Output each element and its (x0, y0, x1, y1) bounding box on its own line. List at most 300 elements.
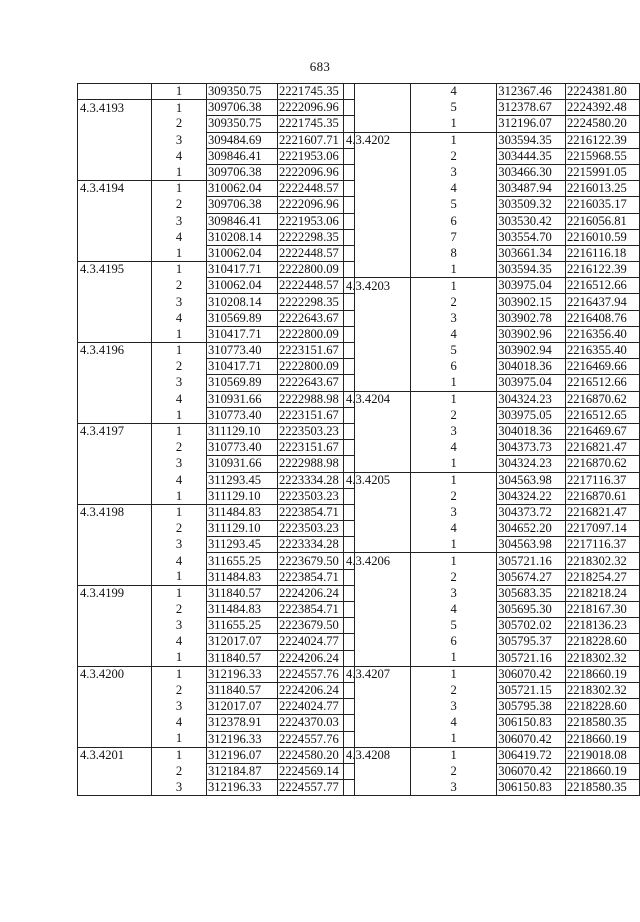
point-index-cell: 3 (152, 537, 207, 553)
parcel-id-cell (344, 197, 411, 213)
point-index-cell: 1 (410, 666, 496, 682)
table-row (344, 278, 640, 294)
table-row (78, 359, 355, 375)
table-row (78, 634, 355, 650)
point-index-cell: 4 (410, 715, 496, 731)
x-coordinate-cell: 306070.42 (497, 731, 566, 747)
point-index-cell: 2 (152, 197, 207, 213)
point-index-cell: 3 (152, 456, 207, 472)
y-coordinate-cell: 2223503.23 (278, 488, 355, 504)
parcel-id-cell (78, 472, 152, 488)
x-coordinate-cell: 310417.71 (207, 262, 278, 278)
y-coordinate-cell: 2223151.67 (278, 343, 355, 359)
y-coordinate-cell: 2222643.67 (278, 310, 355, 326)
parcel-id-cell: 4.3.4207 (344, 666, 411, 682)
x-coordinate-cell: 310062.04 (207, 245, 278, 261)
table-row (344, 472, 640, 488)
point-index-cell: 4 (152, 715, 207, 731)
y-coordinate-cell: 2224370.03 (278, 715, 355, 731)
coordinates-table-left (77, 83, 355, 796)
y-coordinate-cell: 2224024.77 (278, 634, 355, 650)
y-coordinate-cell: 2218580.35 (565, 780, 639, 796)
x-coordinate-cell: 311129.10 (207, 423, 278, 439)
y-coordinate-cell: 2222096.96 (278, 197, 355, 213)
y-coordinate-cell: 2223151.67 (278, 407, 355, 423)
point-index-cell: 1 (410, 262, 496, 278)
point-index-cell: 4 (410, 84, 496, 100)
table-row (78, 262, 355, 278)
y-coordinate-cell: 2222800.09 (278, 359, 355, 375)
point-index-cell: 1 (152, 245, 207, 261)
table-row (78, 618, 355, 634)
x-coordinate-cell: 304324.23 (497, 391, 566, 407)
point-index-cell: 1 (410, 456, 496, 472)
y-coordinate-cell: 2215968.55 (565, 148, 639, 164)
point-index-cell: 1 (152, 326, 207, 342)
table-row (78, 553, 355, 569)
table-row (344, 359, 640, 375)
y-coordinate-cell: 2221745.35 (278, 116, 355, 132)
table-row (344, 181, 640, 197)
parcel-id-cell (344, 262, 411, 278)
x-coordinate-cell: 306150.83 (497, 780, 566, 796)
y-coordinate-cell: 2223151.67 (278, 440, 355, 456)
y-coordinate-cell: 2223854.71 (278, 569, 355, 585)
x-coordinate-cell: 305721.16 (497, 650, 566, 666)
y-coordinate-cell: 2216512.66 (565, 278, 639, 294)
y-coordinate-cell: 2217097.14 (565, 521, 639, 537)
table-row (78, 294, 355, 310)
x-coordinate-cell: 311129.10 (207, 521, 278, 537)
table-row (344, 116, 640, 132)
parcel-id-cell (78, 731, 152, 747)
point-index-cell: 2 (410, 763, 496, 779)
table-row (344, 326, 640, 342)
x-coordinate-cell: 303902.78 (497, 310, 566, 326)
parcel-id-cell (344, 634, 411, 650)
table-row (344, 585, 640, 601)
x-coordinate-cell: 305674.27 (497, 569, 566, 585)
y-coordinate-cell: 2221953.06 (278, 148, 355, 164)
x-coordinate-cell: 312017.07 (207, 634, 278, 650)
point-index-cell: 4 (410, 440, 496, 456)
y-coordinate-cell: 2218660.19 (565, 666, 639, 682)
table-row (78, 682, 355, 698)
point-index-cell: 2 (152, 763, 207, 779)
point-index-cell: 3 (410, 780, 496, 796)
point-index-cell: 1 (410, 278, 496, 294)
x-coordinate-cell: 311840.57 (207, 650, 278, 666)
x-coordinate-cell: 303594.35 (497, 132, 566, 148)
parcel-id-cell (78, 780, 152, 796)
y-coordinate-cell: 2216056.81 (565, 213, 639, 229)
y-coordinate-cell: 2217116.37 (565, 537, 639, 553)
parcel-id-cell (344, 456, 411, 472)
parcel-id-cell (344, 504, 411, 520)
x-coordinate-cell: 309706.38 (207, 197, 278, 213)
x-coordinate-cell: 311655.25 (207, 553, 278, 569)
parcel-id-cell (78, 326, 152, 342)
x-coordinate-cell: 306070.42 (497, 763, 566, 779)
point-index-cell: 3 (152, 213, 207, 229)
y-coordinate-cell: 2216355.40 (565, 343, 639, 359)
table-row (344, 407, 640, 423)
point-index-cell: 4 (410, 181, 496, 197)
point-index-cell: 2 (152, 359, 207, 375)
table-row (78, 488, 355, 504)
x-coordinate-cell: 311840.57 (207, 682, 278, 698)
x-coordinate-cell: 303487.94 (497, 181, 566, 197)
point-index-cell: 3 (410, 310, 496, 326)
y-coordinate-cell: 2216469.66 (565, 359, 639, 375)
table-row (78, 537, 355, 553)
y-coordinate-cell: 2224569.14 (278, 763, 355, 779)
y-coordinate-cell: 2224580.20 (565, 116, 639, 132)
parcel-id-cell (78, 537, 152, 553)
point-index-cell: 2 (152, 682, 207, 698)
parcel-id-cell (344, 715, 411, 731)
table-row (78, 715, 355, 731)
x-coordinate-cell: 310773.40 (207, 407, 278, 423)
parcel-id-cell (78, 699, 152, 715)
parcel-id-cell (78, 407, 152, 423)
x-coordinate-cell: 309846.41 (207, 213, 278, 229)
x-coordinate-cell: 305795.38 (497, 699, 566, 715)
x-coordinate-cell: 303902.96 (497, 326, 566, 342)
x-coordinate-cell: 312184.87 (207, 763, 278, 779)
x-coordinate-cell: 311484.83 (207, 504, 278, 520)
table-row (344, 197, 640, 213)
point-index-cell: 5 (410, 618, 496, 634)
y-coordinate-cell: 2221607.71 (278, 132, 355, 148)
y-coordinate-cell: 2216870.62 (565, 456, 639, 472)
table-row (78, 391, 355, 407)
y-coordinate-cell: 2216437.94 (565, 294, 639, 310)
parcel-id-cell (344, 343, 411, 359)
table-row (344, 262, 640, 278)
point-index-cell: 1 (410, 537, 496, 553)
parcel-id-cell (344, 618, 411, 634)
x-coordinate-cell: 303509.32 (497, 197, 566, 213)
x-coordinate-cell: 311840.57 (207, 585, 278, 601)
x-coordinate-cell: 310062.04 (207, 181, 278, 197)
parcel-id-cell (78, 359, 152, 375)
x-coordinate-cell: 311655.25 (207, 618, 278, 634)
table-row (78, 747, 355, 763)
y-coordinate-cell: 2216122.39 (565, 262, 639, 278)
point-index-cell: 6 (410, 213, 496, 229)
point-index-cell: 1 (152, 262, 207, 278)
x-coordinate-cell: 305683.35 (497, 585, 566, 601)
x-coordinate-cell: 311293.45 (207, 472, 278, 488)
point-index-cell: 5 (410, 100, 496, 116)
point-index-cell: 6 (410, 359, 496, 375)
table-row (344, 375, 640, 391)
parcel-id-cell (344, 699, 411, 715)
x-coordinate-cell: 310773.40 (207, 343, 278, 359)
table-row (344, 650, 640, 666)
x-coordinate-cell: 305702.02 (497, 618, 566, 634)
point-index-cell: 4 (410, 326, 496, 342)
table-row (344, 682, 640, 698)
y-coordinate-cell: 2224206.24 (278, 650, 355, 666)
table-row (78, 116, 355, 132)
point-index-cell: 1 (152, 100, 207, 116)
x-coordinate-cell: 312196.07 (207, 747, 278, 763)
point-index-cell: 2 (410, 407, 496, 423)
table-row (78, 197, 355, 213)
parcel-id-cell: 4.3.4198 (78, 504, 152, 520)
table-row (78, 504, 355, 520)
point-index-cell: 1 (152, 731, 207, 747)
table-row (344, 780, 640, 796)
point-index-cell: 5 (410, 343, 496, 359)
point-index-cell: 2 (152, 116, 207, 132)
point-index-cell: 4 (410, 602, 496, 618)
x-coordinate-cell: 310208.14 (207, 229, 278, 245)
x-coordinate-cell: 305795.37 (497, 634, 566, 650)
y-coordinate-cell: 2216013.25 (565, 181, 639, 197)
x-coordinate-cell: 304563.98 (497, 537, 566, 553)
table-row (78, 407, 355, 423)
parcel-id-cell (344, 650, 411, 666)
point-index-cell: 5 (410, 197, 496, 213)
parcel-id-cell: 4.3.4203 (344, 278, 411, 294)
parcel-id-cell (78, 294, 152, 310)
parcel-id-cell (344, 488, 411, 504)
table-row (78, 213, 355, 229)
y-coordinate-cell: 2221953.06 (278, 213, 355, 229)
point-index-cell: 1 (152, 666, 207, 682)
table-row (78, 148, 355, 164)
parcel-id-cell (344, 521, 411, 537)
parcel-id-cell (78, 132, 152, 148)
y-coordinate-cell: 2218302.32 (565, 650, 639, 666)
y-coordinate-cell: 2216512.66 (565, 375, 639, 391)
parcel-id-cell (78, 375, 152, 391)
y-coordinate-cell: 2216821.47 (565, 504, 639, 520)
table-row (78, 245, 355, 261)
point-index-cell: 2 (410, 682, 496, 698)
parcel-id-cell (78, 278, 152, 294)
x-coordinate-cell: 306150.83 (497, 715, 566, 731)
parcel-id-cell (78, 521, 152, 537)
parcel-id-cell (344, 537, 411, 553)
parcel-id-cell (344, 148, 411, 164)
y-coordinate-cell: 2218660.19 (565, 763, 639, 779)
parcel-id-cell: 4.3.4199 (78, 585, 152, 601)
table-row (78, 375, 355, 391)
parcel-id-cell (78, 763, 152, 779)
parcel-id-cell: 4.3.4195 (78, 262, 152, 278)
parcel-id-cell (344, 359, 411, 375)
table-row (344, 440, 640, 456)
parcel-id-cell (78, 245, 152, 261)
parcel-id-cell: 4.3.4208 (344, 747, 411, 763)
y-coordinate-cell: 2222988.98 (278, 456, 355, 472)
y-coordinate-cell: 2216512.65 (565, 407, 639, 423)
x-coordinate-cell: 309706.38 (207, 100, 278, 116)
y-coordinate-cell: 2216821.47 (565, 440, 639, 456)
x-coordinate-cell: 310931.66 (207, 391, 278, 407)
y-coordinate-cell: 2218302.32 (565, 553, 639, 569)
y-coordinate-cell: 2218228.60 (565, 634, 639, 650)
parcel-id-cell (344, 181, 411, 197)
parcel-id-cell: 4.3.4205 (344, 472, 411, 488)
table-row (344, 666, 640, 682)
point-index-cell: 1 (152, 423, 207, 439)
point-index-cell: 6 (410, 634, 496, 650)
parcel-id-cell (344, 375, 411, 391)
point-index-cell: 1 (410, 731, 496, 747)
table-row (78, 343, 355, 359)
table-row (78, 585, 355, 601)
x-coordinate-cell: 309706.38 (207, 164, 278, 180)
table-row (344, 634, 640, 650)
point-index-cell: 4 (410, 521, 496, 537)
table-row (344, 699, 640, 715)
parcel-id-cell (344, 731, 411, 747)
y-coordinate-cell: 2222643.67 (278, 375, 355, 391)
point-index-cell: 1 (152, 84, 207, 100)
table-row (344, 229, 640, 245)
parcel-id-cell (78, 164, 152, 180)
parcel-id-cell (344, 423, 411, 439)
table-row (78, 650, 355, 666)
parcel-id-cell: 4.3.4202 (344, 132, 411, 148)
y-coordinate-cell: 2215991.05 (565, 164, 639, 180)
y-coordinate-cell: 2222448.57 (278, 181, 355, 197)
table-row (78, 84, 355, 100)
x-coordinate-cell: 310417.71 (207, 359, 278, 375)
table-row (78, 731, 355, 747)
x-coordinate-cell: 303554.70 (497, 229, 566, 245)
parcel-id-cell: 4.3.4201 (78, 747, 152, 763)
parcel-id-cell (344, 780, 411, 796)
x-coordinate-cell: 310569.89 (207, 375, 278, 391)
point-index-cell: 1 (152, 585, 207, 601)
y-coordinate-cell: 2224557.76 (278, 666, 355, 682)
parcel-id-cell (344, 326, 411, 342)
parcel-id-cell (344, 763, 411, 779)
x-coordinate-cell: 303902.15 (497, 294, 566, 310)
parcel-id-cell (78, 148, 152, 164)
parcel-id-cell (344, 294, 411, 310)
y-coordinate-cell: 2222448.57 (278, 278, 355, 294)
table-row (344, 100, 640, 116)
point-index-cell: 3 (410, 423, 496, 439)
parcel-id-cell (344, 245, 411, 261)
x-coordinate-cell: 303975.04 (497, 375, 566, 391)
point-index-cell: 1 (152, 164, 207, 180)
x-coordinate-cell: 311293.45 (207, 537, 278, 553)
table-row (344, 213, 640, 229)
table-row (78, 164, 355, 180)
x-coordinate-cell: 310569.89 (207, 310, 278, 326)
x-coordinate-cell: 304018.36 (497, 423, 566, 439)
y-coordinate-cell: 2222800.09 (278, 262, 355, 278)
y-coordinate-cell: 2223334.28 (278, 537, 355, 553)
point-index-cell: 3 (152, 780, 207, 796)
point-index-cell: 3 (152, 132, 207, 148)
table-row (78, 100, 355, 116)
table-row (344, 553, 640, 569)
y-coordinate-cell: 2216010.59 (565, 229, 639, 245)
parcel-id-cell (78, 569, 152, 585)
table-row (78, 229, 355, 245)
y-coordinate-cell: 2216035.17 (565, 197, 639, 213)
point-index-cell: 3 (410, 585, 496, 601)
point-index-cell: 2 (152, 602, 207, 618)
point-index-cell: 4 (152, 553, 207, 569)
y-coordinate-cell: 2217116.37 (565, 472, 639, 488)
parcel-id-cell (344, 116, 411, 132)
point-index-cell: 1 (152, 504, 207, 520)
x-coordinate-cell: 303466.30 (497, 164, 566, 180)
y-coordinate-cell: 2224024.77 (278, 699, 355, 715)
table-row (78, 423, 355, 439)
point-index-cell: 2 (410, 294, 496, 310)
parcel-id-cell (344, 569, 411, 585)
point-index-cell: 1 (410, 132, 496, 148)
parcel-id-cell (78, 488, 152, 504)
parcel-id-cell (344, 682, 411, 698)
parcel-id-cell (344, 100, 411, 116)
parcel-id-cell (78, 602, 152, 618)
table-row (344, 569, 640, 585)
parcel-id-cell (344, 213, 411, 229)
point-index-cell: 1 (152, 747, 207, 763)
point-index-cell: 1 (152, 343, 207, 359)
y-coordinate-cell: 2223679.50 (278, 618, 355, 634)
parcel-id-cell: 4.3.4206 (344, 553, 411, 569)
x-coordinate-cell: 312196.33 (207, 666, 278, 682)
point-index-cell: 1 (410, 116, 496, 132)
table-row (344, 343, 640, 359)
x-coordinate-cell: 303902.94 (497, 343, 566, 359)
point-index-cell: 1 (410, 391, 496, 407)
parcel-id-cell: 4.3.4196 (78, 343, 152, 359)
point-index-cell: 2 (152, 440, 207, 456)
table-row (344, 521, 640, 537)
x-coordinate-cell: 303975.04 (497, 278, 566, 294)
x-coordinate-cell: 309350.75 (207, 84, 278, 100)
x-coordinate-cell: 309846.41 (207, 148, 278, 164)
x-coordinate-cell: 306419.72 (497, 747, 566, 763)
y-coordinate-cell: 2223503.23 (278, 423, 355, 439)
point-index-cell: 1 (152, 650, 207, 666)
point-index-cell: 4 (152, 229, 207, 245)
y-coordinate-cell: 2222298.35 (278, 294, 355, 310)
point-index-cell: 4 (152, 391, 207, 407)
point-index-cell: 2 (410, 148, 496, 164)
table-row (78, 521, 355, 537)
y-coordinate-cell: 2224206.24 (278, 682, 355, 698)
y-coordinate-cell: 2224392.48 (565, 100, 639, 116)
y-coordinate-cell: 2218136.23 (565, 618, 639, 634)
y-coordinate-cell: 2222988.98 (278, 391, 355, 407)
parcel-id-cell (78, 310, 152, 326)
x-coordinate-cell: 310417.71 (207, 326, 278, 342)
parcel-id-cell (78, 650, 152, 666)
point-index-cell: 7 (410, 229, 496, 245)
table-row (78, 326, 355, 342)
point-index-cell: 1 (410, 650, 496, 666)
table-row (344, 763, 640, 779)
table-row (344, 423, 640, 439)
x-coordinate-cell: 311484.83 (207, 602, 278, 618)
x-coordinate-cell: 304324.22 (497, 488, 566, 504)
